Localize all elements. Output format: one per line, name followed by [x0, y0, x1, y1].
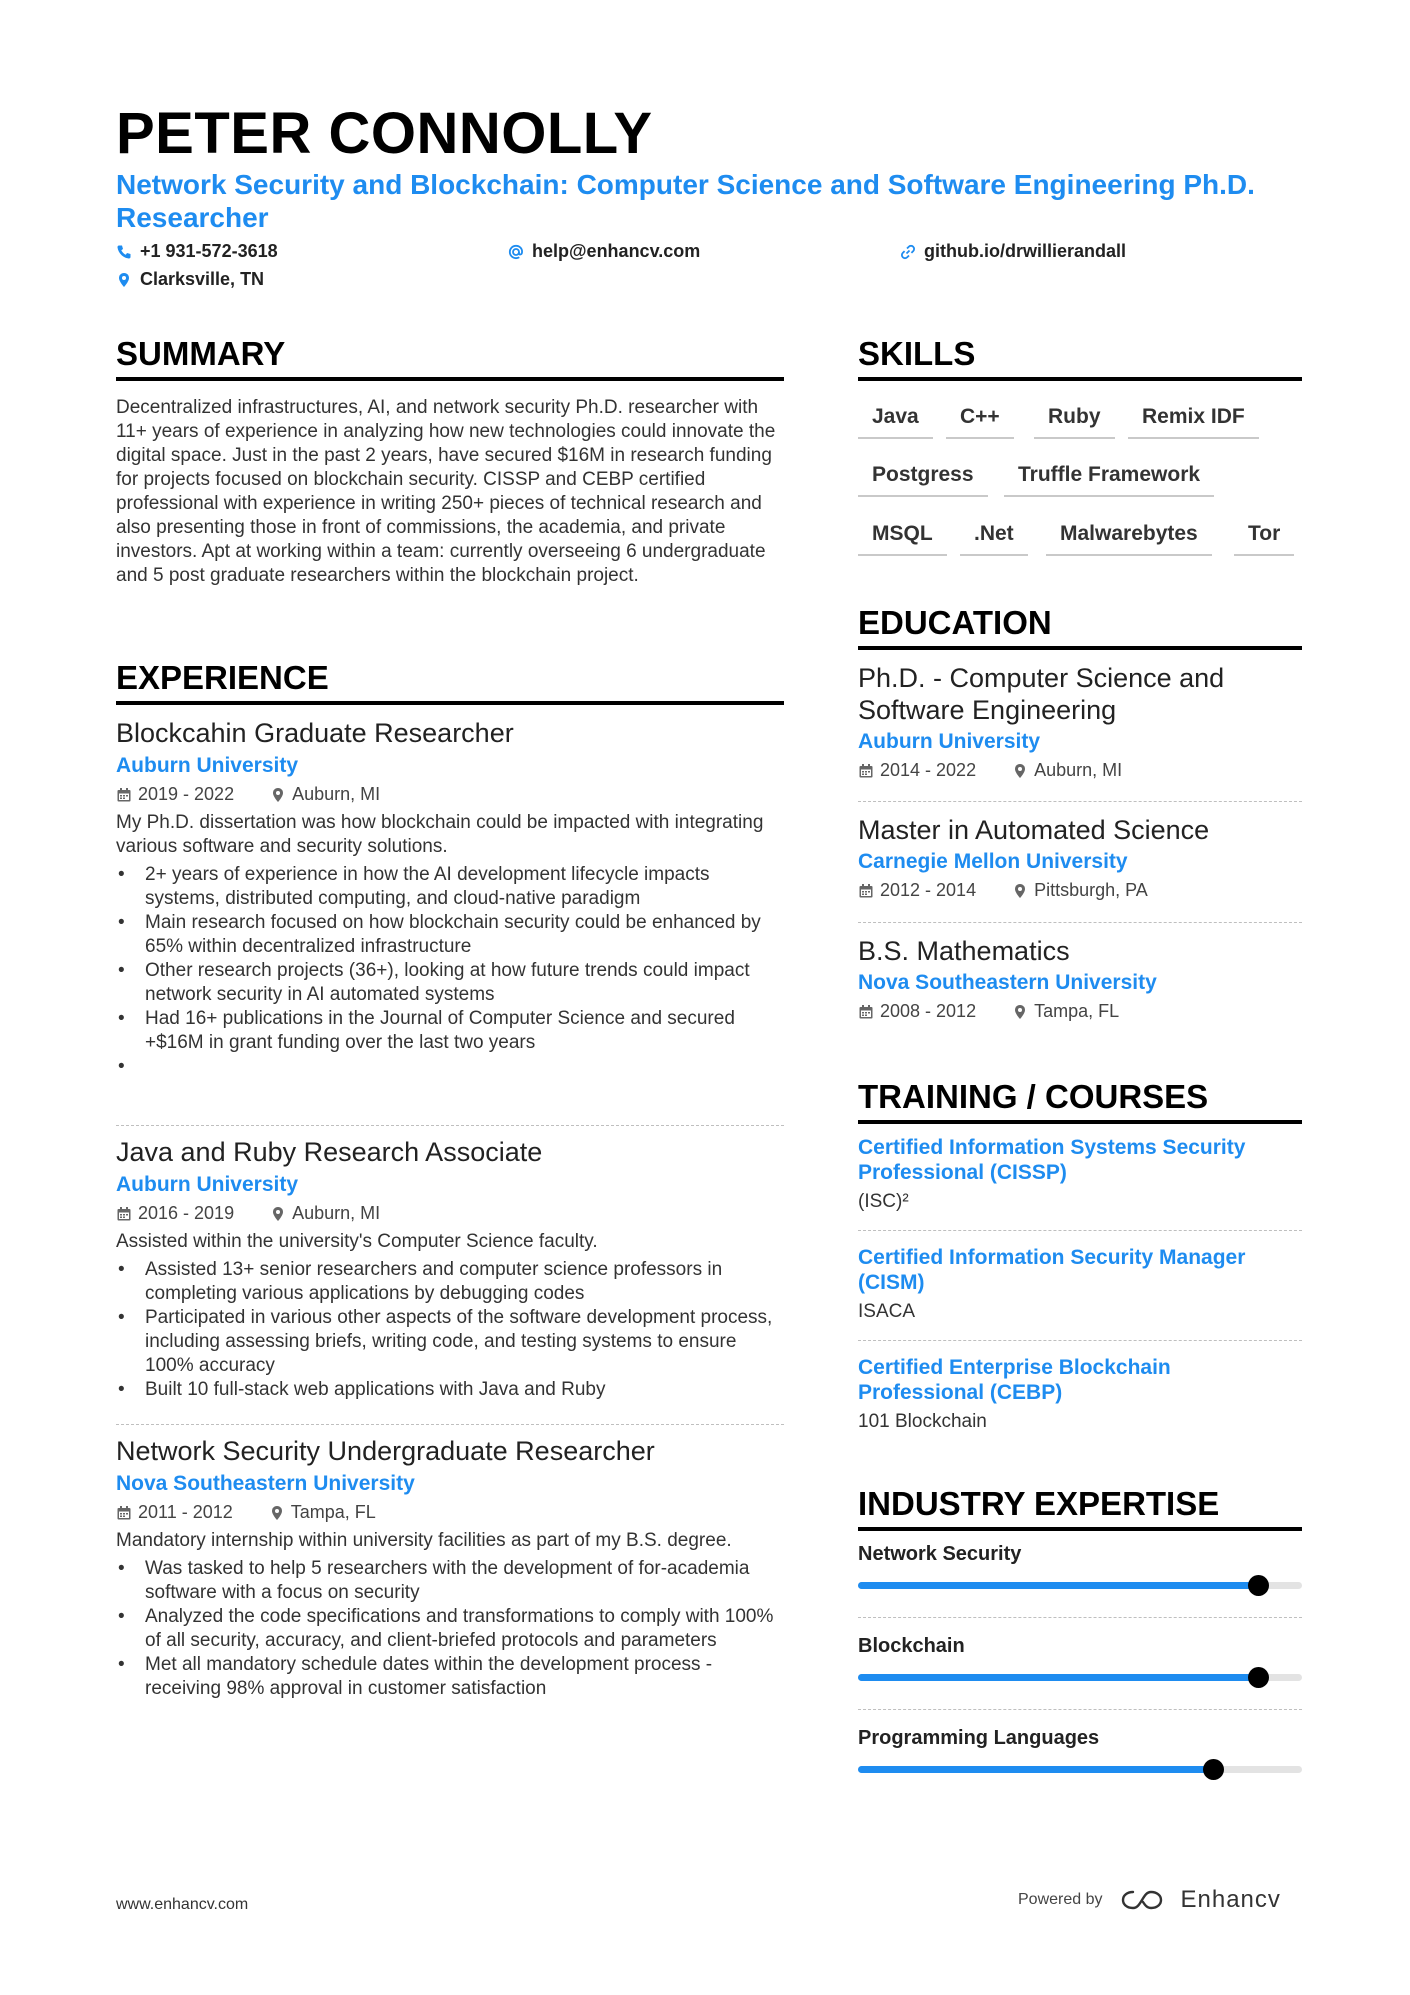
job-role: Blockcahin Graduate Researcher: [116, 718, 514, 748]
divider: [858, 1230, 1302, 1231]
education-location: Pittsburgh, PA: [1034, 880, 1148, 900]
school-name: Nova Southeastern University: [858, 971, 1157, 994]
course-provider: ISACA: [858, 1301, 916, 1322]
job-bullet: • Other research projects (36+), looking at how future trends could impact network security in AI automated systems: [116, 959, 784, 1007]
enhancv-logo-icon: [1119, 1887, 1165, 1913]
course-item: [858, 1135, 1302, 1213]
skill-tag: Tor: [1234, 522, 1294, 556]
job-organization: Auburn University: [116, 754, 299, 777]
location-pin-icon: [1012, 763, 1028, 779]
contact-email[interactable]: [508, 241, 700, 262]
footer-website[interactable]: www.enhancv.com: [116, 1896, 249, 1913]
email-text: help@enhancv.com: [532, 241, 701, 261]
summary-text: Decentralized infrastructures, AI, and network security Ph.D. researcher with 11+ years of experience in analyzing how new technologies could innovate the digital space. Just in the past 2 years, have secured $16M in research funding for projects focused on blockchain security. CISSP and CEBP certified professional with experience in writing 250+ pieces of technical research and also presenting those in front of commissions, the academia, and private investors. Apt at working within a team: currently overseeing 6 undergraduate and 5 post graduate researchers within the blockchain project.: [116, 397, 776, 586]
job-organization: Nova Southeastern University: [116, 1472, 415, 1495]
divider: [116, 1424, 784, 1425]
divider: [858, 922, 1302, 923]
school-name: Auburn University: [858, 730, 1041, 753]
contact-phone[interactable]: [116, 241, 278, 262]
course-title: Certified Information Systems Security Professional (CISSP): [858, 1136, 1246, 1184]
expertise-item: [858, 1727, 1302, 1773]
skill-tag: Malwarebytes: [1046, 522, 1212, 556]
skill-tag: Remix IDF: [1128, 405, 1259, 439]
job-bullets: [116, 863, 784, 1079]
course-item: [858, 1245, 1302, 1323]
job-bullet: • Participated in various other aspects of the software development process, including assessing briefs, writing code, and testing systems to ensure 100% accuracy: [116, 1306, 784, 1378]
calendar-icon: [116, 1206, 132, 1222]
expertise-item: [858, 1543, 1302, 1589]
location-text: Clarksville, TN: [140, 269, 265, 289]
expertise-bar-fill: [858, 1582, 1258, 1589]
calendar-icon: [116, 1505, 132, 1521]
education-location: Tampa, FL: [1034, 1001, 1120, 1021]
phone-text: +1 931-572-3618: [140, 241, 278, 261]
expertise-bar: [858, 1766, 1302, 1773]
contact-location: [116, 269, 264, 290]
divider: [116, 1125, 784, 1126]
divider: [858, 1709, 1302, 1710]
expertise-title: INDUSTRY EXPERTISE: [858, 1485, 1302, 1531]
job-bullet: • Main research focused on how blockchain security could be enhanced by 65% within decentralized infrastructure: [116, 911, 784, 959]
skill-tag: C++: [946, 405, 1014, 439]
experience-item: [116, 1434, 784, 1701]
skill-tag: Java: [858, 405, 933, 439]
education-item: [858, 662, 1302, 781]
job-bullet: • Assisted 13+ senior researchers and computer science professors in completing various applications by debugging codes: [116, 1258, 784, 1306]
calendar-icon: [858, 763, 874, 779]
job-description: Mandatory internship within university facilities as part of my B.S. degree.: [116, 1530, 732, 1551]
training-title: TRAINING / COURSES: [858, 1078, 1302, 1124]
school-name: Carnegie Mellon University: [858, 850, 1128, 873]
location-pin-icon: [1012, 883, 1028, 899]
contact-website[interactable]: [900, 241, 1126, 262]
location-pin-icon: [1012, 1004, 1028, 1020]
skills-title: SKILLS: [858, 335, 1302, 381]
job-bullet: • Had 16+ publications in the Journal of Computer Science and secured +$16M in grant funding over the last two years: [116, 1007, 784, 1055]
course-title: Certified Enterprise Blockchain Professional (CEBP): [858, 1356, 1171, 1404]
job-description: My Ph.D. dissertation was how blockchain could be impacted with integrating various software and security solutions.: [116, 812, 764, 857]
job-role: Java and Ruby Research Associate: [116, 1137, 543, 1167]
education-meta: [858, 760, 1302, 781]
job-bullet: • 2+ years of experience in how the AI development lifecycle impacts systems, distributed computing, and cloud-native paradigm: [116, 863, 784, 911]
job-bullet: • Analyzed the code specifications and transformations to comply with 100% of all security, accuracy, and client-briefed protocols and parameters: [116, 1605, 784, 1653]
skill-tag: Postgress: [858, 463, 988, 497]
skill-tag: .Net: [960, 522, 1028, 556]
education-title: EDUCATION: [858, 604, 1302, 650]
powered-by-text: Powered by: [1018, 1891, 1103, 1908]
job-meta: [116, 784, 784, 805]
calendar-icon: [116, 787, 132, 803]
education-dates: 2008 - 2012: [880, 1001, 977, 1021]
link-icon: [900, 244, 916, 260]
degree-title: Master in Automated Science: [858, 815, 1210, 845]
job-bullets: [116, 1258, 784, 1402]
job-bullet: • Met all mandatory schedule dates within the development process - receiving 98% approval in customer satisfaction: [116, 1653, 784, 1701]
website-text: github.io/drwillierandall: [924, 241, 1127, 261]
expertise-bar-knob: [1203, 1759, 1224, 1780]
job-bullet: • Was tasked to help 5 researchers with the development of for-academia software with a focus on security: [116, 1557, 784, 1605]
job-description: Assisted within the university's Computer Science faculty.: [116, 1231, 598, 1252]
expertise-bar-fill: [858, 1766, 1213, 1773]
candidate-name: PETER CONNOLLY: [116, 101, 653, 166]
location-pin-icon: [269, 1505, 285, 1521]
skill-tag: Ruby: [1034, 405, 1115, 439]
experience-item: [116, 716, 784, 1079]
expertise-bar: [858, 1674, 1302, 1681]
experience-title: EXPERIENCE: [116, 659, 784, 705]
footer-branding[interactable]: [1018, 1886, 1281, 1914]
summary-title: SUMMARY: [116, 335, 784, 381]
location-pin-icon: [116, 272, 132, 288]
job-organization: Auburn University: [116, 1173, 299, 1196]
job-dates: 2011 - 2012: [138, 1502, 233, 1522]
course-provider: (ISC)²: [858, 1191, 909, 1212]
expertise-label: Blockchain: [858, 1635, 965, 1657]
job-bullet: • Built 10 full-stack web applications with Java and Ruby: [116, 1378, 784, 1402]
education-dates: 2012 - 2014: [880, 880, 977, 900]
brand-name: Enhancv: [1180, 1886, 1281, 1913]
calendar-icon: [858, 883, 874, 899]
at-icon: [508, 244, 524, 260]
divider: [858, 1340, 1302, 1341]
degree-title: B.S. Mathematics: [858, 936, 1070, 966]
education-location: Auburn, MI: [1034, 760, 1123, 780]
location-pin-icon: [270, 1206, 286, 1222]
job-role: Network Security Undergraduate Researcher: [116, 1436, 655, 1466]
course-title: Certified Information Security Manager (CISM): [858, 1246, 1246, 1294]
course-item: [858, 1355, 1302, 1433]
education-meta: [858, 880, 1302, 901]
job-bullet: [116, 1055, 784, 1079]
job-location: Auburn, MI: [292, 1203, 381, 1223]
expertise-label: Network Security: [858, 1543, 1022, 1565]
education-item: [858, 814, 1302, 901]
job-location: Auburn, MI: [292, 784, 381, 804]
expertise-item: [858, 1635, 1302, 1681]
degree-title: Ph.D. - Computer Science and Software Engineering: [858, 663, 1225, 725]
education-item: [858, 935, 1302, 1022]
skill-tag: MSQL: [858, 522, 947, 556]
experience-item: [116, 1135, 784, 1402]
expertise-bar-fill: [858, 1674, 1258, 1681]
expertise-bar-knob: [1248, 1667, 1269, 1688]
candidate-tagline: Network Security and Blockchain: Computer Science and Software Engineering Ph.D. Researcher: [116, 169, 1255, 233]
expertise-bar: [858, 1582, 1302, 1589]
education-meta: [858, 1001, 1302, 1022]
job-location: Tampa, FL: [290, 1502, 376, 1522]
skill-tag: Truffle Framework: [1004, 463, 1214, 497]
course-provider: 101 Blockchain: [858, 1411, 987, 1432]
divider: [858, 1617, 1302, 1618]
job-meta: [116, 1502, 784, 1523]
job-dates: 2016 - 2019: [138, 1203, 235, 1223]
expertise-bar-knob: [1248, 1575, 1269, 1596]
phone-icon: [116, 244, 132, 260]
job-bullets: [116, 1557, 784, 1701]
job-dates: 2019 - 2022: [138, 784, 235, 804]
divider: [858, 801, 1302, 802]
calendar-icon: [858, 1004, 874, 1020]
job-meta: [116, 1203, 784, 1224]
expertise-label: Programming Languages: [858, 1727, 1100, 1749]
education-dates: 2014 - 2022: [880, 760, 977, 780]
location-pin-icon: [270, 787, 286, 803]
